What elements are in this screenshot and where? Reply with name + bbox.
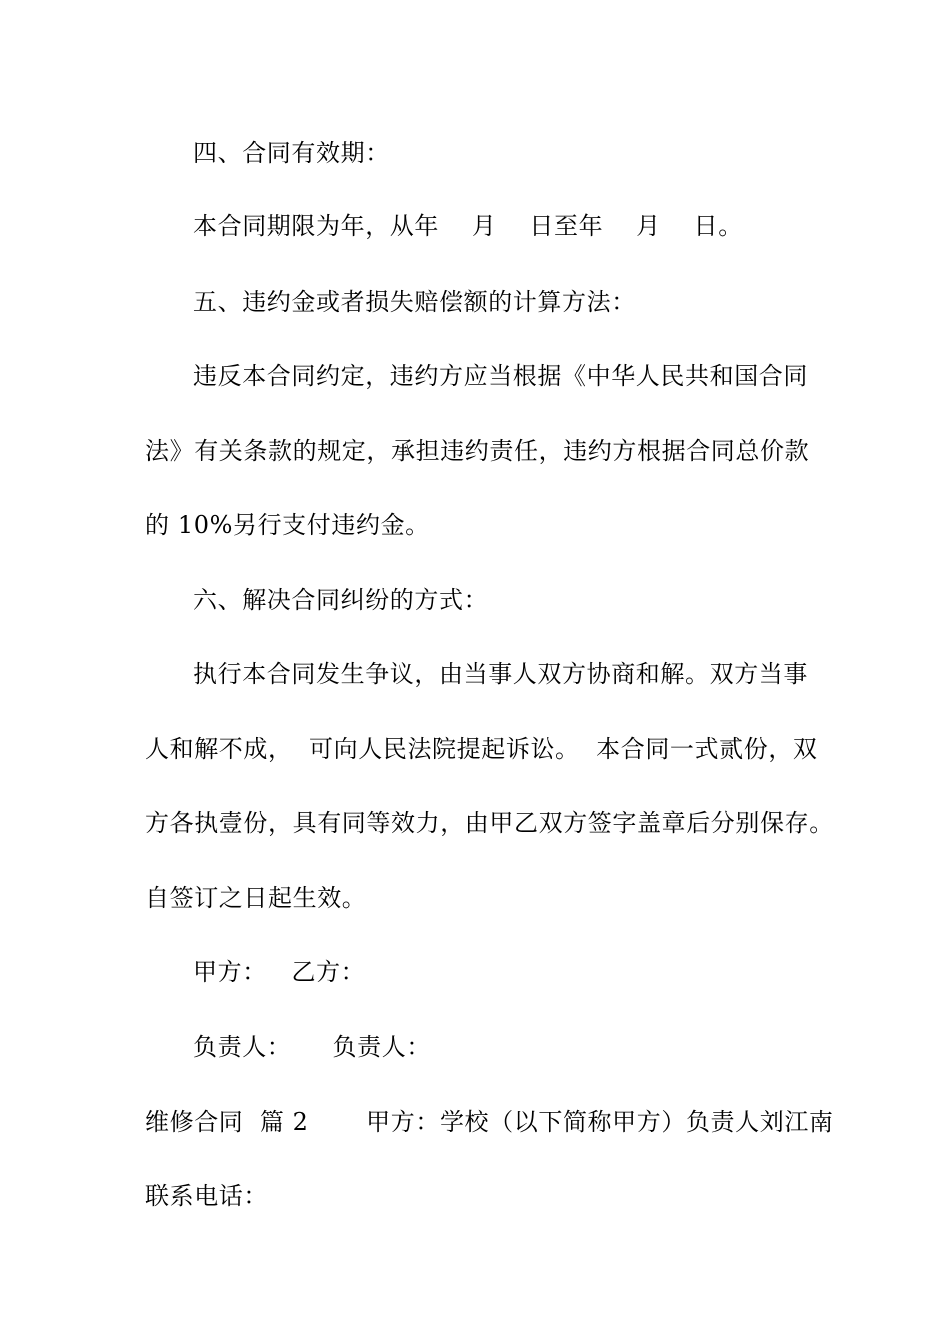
contact-phone-label: 联系电话： [145, 1182, 268, 1210]
signature-responsible: 负责人： 负责人： [193, 1033, 431, 1061]
paragraph-line: 本合同期限为年，从年 月 日至年 月 日。 [193, 212, 743, 240]
paragraph-line: 的 10%另行支付违约金。 [145, 511, 430, 539]
paragraph-line: 违反本合同约定，违约方应当根据《中华人民共和国合同 [193, 362, 808, 390]
paragraph-line: 人和解不成， 可向人民法院提起诉讼。 本合同一式贰份，双 [145, 735, 818, 763]
paragraph-line: 方各执壹份，具有同等效力，由甲乙双方签字盖章后分别保存。 [145, 809, 834, 837]
section-heading-dispute: 六、解决合同纠纷的方式： [193, 586, 489, 614]
contract-title-line: 维修合同 篇 2 甲方：学校（以下简称甲方）负责人刘江南 [145, 1108, 834, 1136]
paragraph-line: 执行本合同发生争议，由当事人双方协商和解。双方当事 [193, 660, 808, 688]
paragraph-line: 自签订之日起生效。 [145, 884, 367, 912]
section-heading-validity: 四、合同有效期： [193, 139, 390, 167]
paragraph-line: 法》有关条款的规定，承担违约责任，违约方根据合同总价款 [145, 437, 810, 465]
section-heading-penalty: 五、违约金或者损失赔偿额的计算方法： [193, 288, 636, 316]
signature-parties: 甲方： 乙方： [193, 958, 366, 986]
